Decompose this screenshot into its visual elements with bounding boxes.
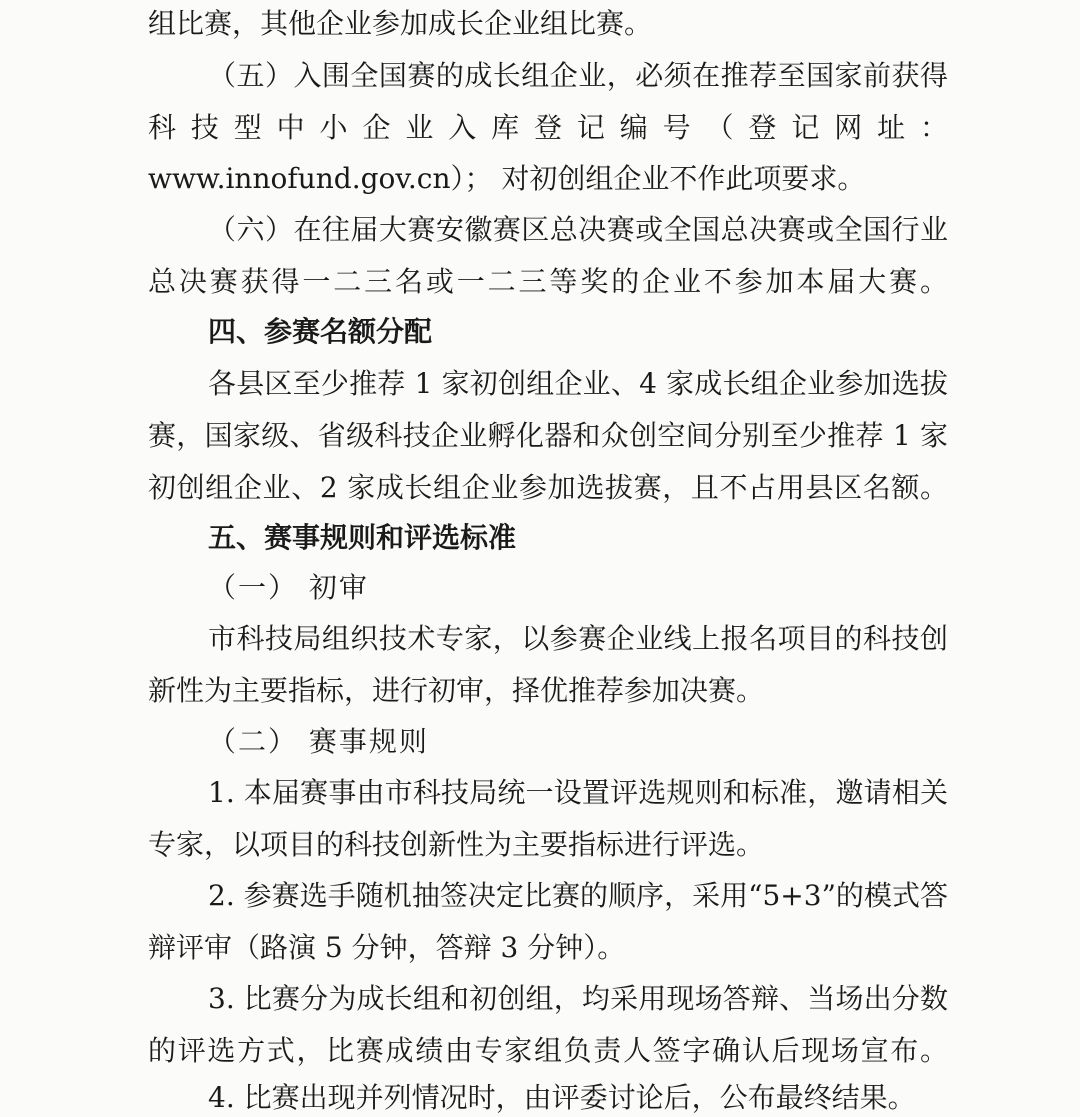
subheading-preliminary: （一） 初审 (208, 571, 369, 604)
quota-line-1: 各县区至少推荐 1 家初创组企业、4 家成长组企业参加选拔 (208, 367, 948, 400)
paragraph-6-line-1: （六）在往届大赛安徽赛区总决赛或全国总决赛或全国行业 (208, 213, 948, 246)
rule-4-line-1: 4. 比赛出现并列情况时，由评委讨论后，公布最终结果。 (208, 1081, 916, 1114)
rule-2-line-2: 辩评审（路演 5 分钟，答辩 3 分钟）。 (148, 931, 626, 964)
preliminary-line-1: 市科技局组织技术专家，以参赛企业线上报名项目的科技创 (208, 622, 948, 655)
section-heading-4: 四、参赛名额分配 (208, 315, 433, 348)
paragraph-6-line-2: 总决赛获得一二三名或一二三等奖的企业不参加本届大赛。 (148, 265, 948, 298)
rule-2-line-1: 2. 参赛选手随机抽签决定比赛的顺序，采用“5+3”的模式答 (208, 879, 948, 912)
preliminary-line-2: 新性为主要指标，进行初审，择优推荐参加决赛。 (148, 674, 765, 707)
paragraph-5-line-3: www.innofund.gov.cn）； 对初创组企业不作此项要求。 (148, 162, 866, 195)
rule-1-line-1: 1. 本届赛事由市科技局统一设置评选规则和标准，邀请相关 (208, 776, 948, 809)
quota-line-3: 初创组企业、2 家成长组企业参加选拔赛，且不占用县区名额。 (148, 471, 948, 504)
paragraph-5-line-2: 科 技 型 中 小 企 业 入 库 登 记 编 号 （ 登 记 网 址 ： (148, 111, 948, 144)
section-heading-5: 五、赛事规则和评选标准 (208, 521, 517, 554)
quota-line-2: 赛，国家级、省级科技企业孵化器和众创空间分别至少推荐 1 家 (148, 419, 948, 452)
rule-1-line-2: 专家，以项目的科技创新性为主要指标进行评选。 (148, 828, 765, 861)
paragraph-5-line-1: （五）入围全国赛的成长组企业，必须在推荐至国家前获得 (208, 59, 948, 92)
subheading-rules: （二） 赛事规则 (208, 725, 429, 758)
text-line: 组比赛，其他企业参加成长企业组比赛。 (148, 7, 653, 40)
rule-3-line-2: 的评选方式，比赛成绩由专家组负责人签字确认后现场宣布。 (148, 1034, 948, 1067)
rule-3-line-1: 3. 比赛分为成长组和初创组，均采用现场答辩、当场出分数 (208, 982, 948, 1015)
